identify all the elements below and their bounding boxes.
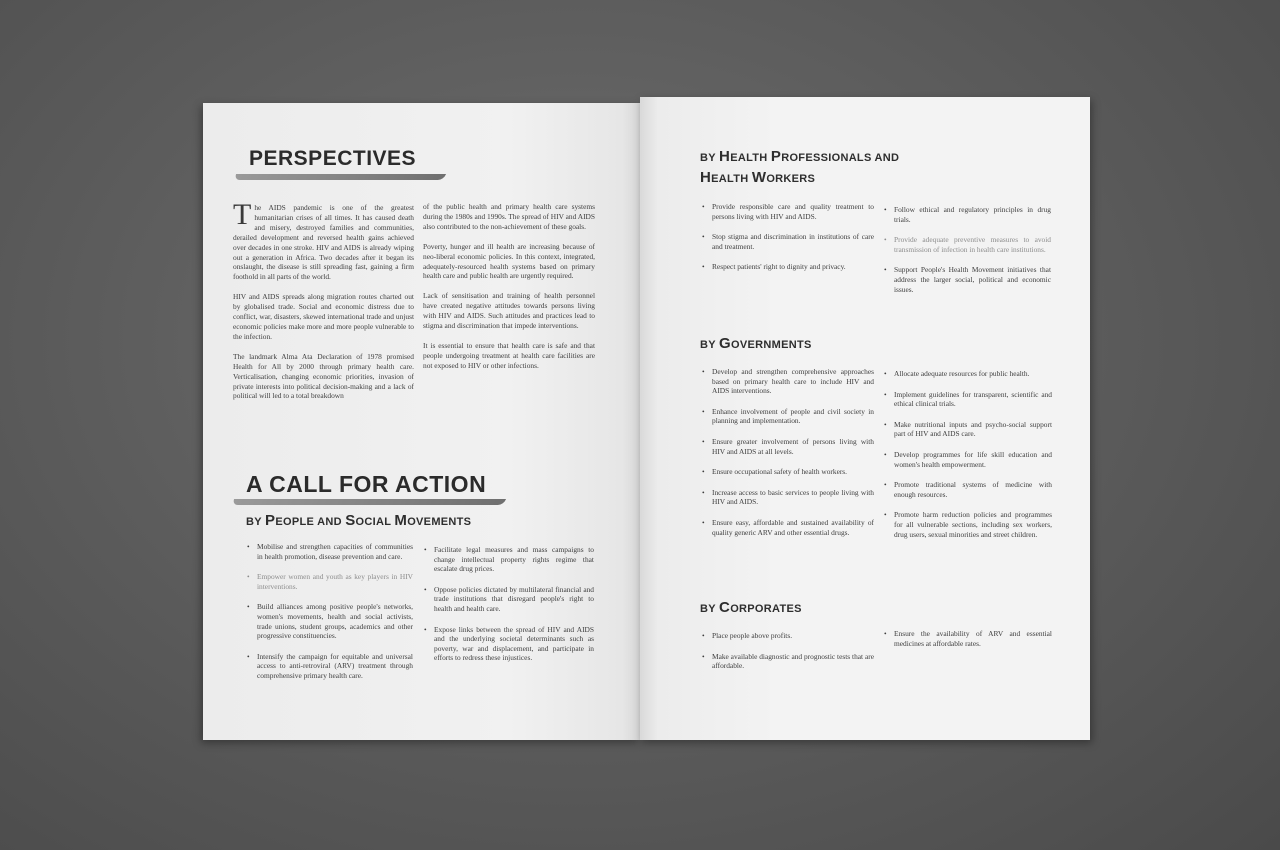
perspectives-underline: [234, 174, 446, 180]
right-page: [640, 97, 1090, 740]
list-item: • Expose links between the spread of HIV and AIDS and the underlying societal determinants such as poverty, war and displacement, and participate in efforts to redress these injustices.: [424, 624, 594, 663]
list-item: • Oppose policies dictated by multilateral financial and trade institutions that disregard people's right to health and health care.: [424, 584, 594, 613]
perspectives-paragraph: The landmark Alma Ata Declaration of 1978 promised Health for All by 2000 through primary health care. Verticalisation, changing economic priorities, invasion of private interests into political decision-making and a lack of political will led to a total breakdown: [233, 351, 414, 401]
list-item: • Intensify the campaign for equitable and universal access to anti-retroviral (ARV) treatment through comprehensive primary health care.: [247, 651, 413, 680]
list-item: • Increase access to basic services to people living with HIV and AIDS.: [702, 487, 874, 507]
governments-list-1: [702, 367, 874, 548]
list-item: • Provide responsible care and quality treatment to persons living with HIV and AIDS.: [702, 202, 874, 221]
list-item: • Ensure easy, affordable and sustained availability of quality generic ARV and other essential drugs.: [702, 517, 874, 537]
list-item: • Respect patients' right to dignity and privacy.: [702, 262, 846, 272]
list-item: • Allocate adequate resources for public health.: [884, 369, 1030, 378]
people-actions-list-1: [247, 542, 413, 692]
list-item: • Develop programmes for life skill education and women's health empowerment.: [884, 449, 1052, 469]
list-item: • Make nutritional inputs and psycho-social support part of HIV and AIDS care.: [884, 419, 1052, 439]
perspectives-title: PERSPECTIVES: [249, 147, 417, 170]
call-for-action-title: A CALL FOR ACTION: [246, 471, 487, 497]
perspectives-paragraph: HIV and AIDS spreads along migration routes charted out by globalised trade. Social and economic distress due to conflict, war, disasters, skewed international trade and unjust economic policies make more and more people vulnerable to the infection.: [233, 292, 414, 341]
list-item: • Support People's Health Movement initiatives that address the larger social, political and economic issues.: [884, 265, 1051, 294]
drop-cap: T: [233, 198, 252, 231]
list-item: • Promote traditional systems of medicine with enough resources.: [884, 480, 1052, 499]
list-item: • Provide adequate preventive measures to avoid transmission of infection in health care institutions.: [884, 235, 1051, 254]
list-item: • Facilitate legal measures and mass campaigns to change intellectual property rights regime that escalate drug prices.: [424, 545, 594, 574]
people-movements-heading: BY PEOPLE AND SOCIAL MOVEMENTS: [246, 512, 472, 529]
perspectives-paragraph: It is essential to ensure that health care is safe and that people undergoing treatment at health care facilities are not exposed to HIV or other infections.: [423, 340, 595, 370]
call-for-action-underline: [232, 499, 506, 505]
governments-list-2: [884, 369, 1052, 550]
corporates-list-2: [884, 629, 1052, 659]
list-item: • Follow ethical and regulatory principles in drug trials.: [884, 205, 1051, 224]
list-item: • Ensure the availability of ARV and essential medicines at affordable rates.: [884, 629, 1052, 648]
list-item: • Promote harm reduction policies and programmes for all vulnerable sections, including sex workers, drug users, sexual minorities and street children.: [884, 510, 1052, 539]
perspectives-column-2: [423, 202, 595, 381]
corporates-heading: BY CORPORATES: [700, 599, 802, 616]
list-item: • Enhance involvement of people and civil society in planning and implementation.: [702, 406, 874, 426]
health-professionals-list-1: [702, 202, 874, 283]
perspectives-paragraph: Lack of sensitisation and training of health personnel have created negative attitudes towards persons living with HIV and AIDS. Such attitudes and practices lead to stigma and discrimination that impede interventions.: [423, 291, 595, 331]
list-item: • Ensure greater involvement of persons living with HIV and AIDS at all levels.: [702, 436, 874, 456]
perspectives-paragraph: Poverty, hunger and ill health are increasing because of neo-liberal economic policies. In this context, integrated, adequately-resourced health systems based on primary health care and public health are urgently required.: [423, 241, 595, 281]
perspectives-paragraph: The AIDS pandemic is one of the greatest humanitarian crises of all times. It has caused death and misery, destroyed families and communities, derailed development and reversed health gains achieved over decades in one stroke. HIV and AIDS is already wiping out a generation in Africa. Two decades after it began its onslaught, the disease is still spreading fast, gaining a firm foothold in all parts of the world.: [233, 198, 414, 282]
perspectives-column-1: [233, 198, 414, 411]
people-actions-list-2: [424, 545, 594, 674]
list-item: • Place people above profits.: [702, 631, 793, 640]
list-item: • Implement guidelines for transparent, scientific and ethical clinical trials.: [884, 389, 1052, 409]
list-item: • Develop and strengthen comprehensive approaches based on primary health care to include HIV and AIDS interventions.: [702, 367, 874, 396]
list-item: • Stop stigma and discrimination in institutions of care and treatment.: [702, 232, 874, 251]
corporates-list-1: [702, 631, 874, 682]
health-professionals-heading: BY HEALTH PROFESSIONALS AND HEALTH WORKERS: [700, 148, 900, 186]
list-item: • Build alliances among positive people's networks, women's movements, health and social activists, trade unions, student groups, academics and other progressive constituencies.: [247, 602, 413, 641]
health-professionals-list-2: [884, 205, 1051, 305]
list-item: • Ensure occupational safety of health workers.: [702, 467, 848, 477]
list-item: • Mobilise and strengthen capacities of communities in health promotion, disease prevention and care.: [247, 542, 413, 561]
list-item: • Empower women and youth as key players in HIV interventions.: [247, 572, 413, 591]
left-page: [203, 103, 640, 740]
list-item: • Make available diagnostic and prognostic tests that are affordable.: [702, 651, 874, 671]
perspectives-paragraph: of the public health and primary health care systems during the 1980s and 1990s. The spread of HIV and AIDS also contributed to the non-achievement of these goals.: [423, 202, 595, 231]
governments-heading: BY GOVERNMENTS: [700, 335, 812, 352]
